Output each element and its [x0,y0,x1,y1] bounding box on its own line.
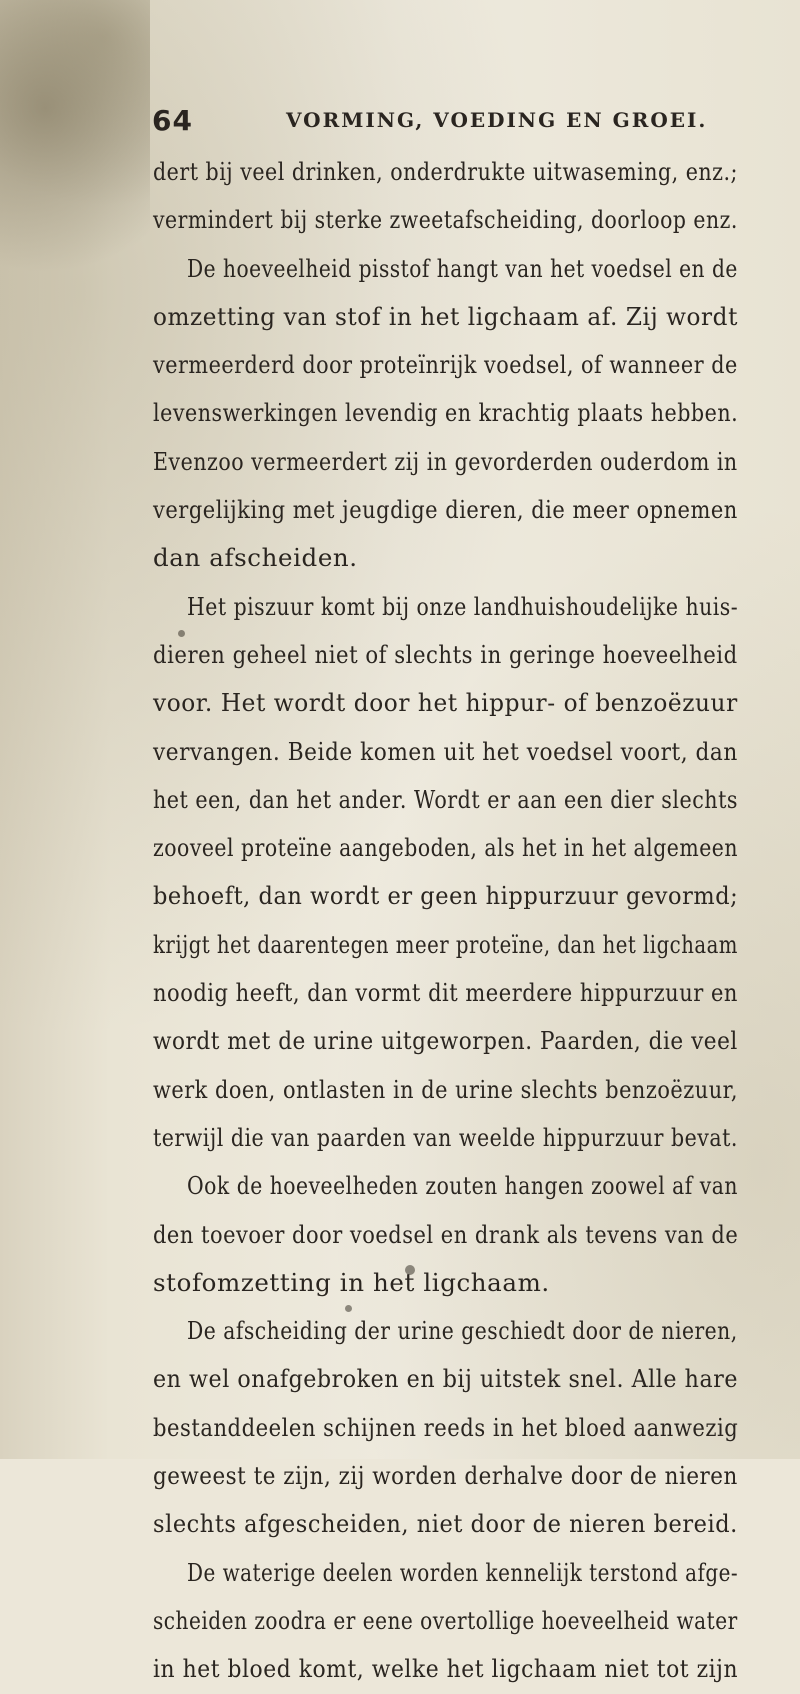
text-line: vermindert bij sterke zweetafscheiding, doorloop enz. [153,205,738,235]
text-line: vermeerderd door proteïnrijk voedsel, of wanneer de [153,350,738,380]
page-number: 64 [152,104,193,137]
text-line: terwijl die van paarden van weelde hippurzuur bevat. [153,1122,738,1152]
text-line: levenswerkingen levendig en krachtig plaats hebben. [153,398,739,428]
text-line: Het piszuur komt bij onze landhuishoudelijke huis- [187,591,739,621]
page-header [150,104,750,144]
text-line: den toevoer door voedsel en drank als tevens van de [153,1219,739,1249]
text-line: wordt met de urine uitgeworpen. Paarden, die veel [153,1026,738,1056]
text-line: De hoeveelheid pisstof hangt van het voedsel en de [187,253,738,283]
text-line: dan afscheiden. [153,543,358,573]
text-line: dieren geheel niet of slechts in geringe hoeveelheid [153,639,738,669]
text-line: slechts afgescheiden, niet door de nieren bereid. [153,1509,738,1539]
text-line: werk doen, ontlasten in de urine slechts benzoëzuur, [153,1074,738,1104]
text-line: scheiden zoodra er eene overtollige hoeveelheid water [153,1605,738,1635]
text-line: vervangen. Beide komen uit het voedsel voort, dan [153,736,738,766]
text-line: behoeft, dan wordt er geen hippurzuur gevormd; [153,881,739,911]
text-line: zooveel proteïne aangeboden, als het in het algemeen [153,833,739,863]
text-line: omzetting van stof in het ligchaam af. Zij wordt [153,301,738,331]
text-line: De waterige deelen worden kennelijk terstond afge- [187,1557,739,1587]
text-line: dert bij veel drinken, onderdrukte uitwaseming, enz.; [153,157,738,186]
text-line: en wel onafgebroken en bij uitstek snel. Alle hare [153,1364,738,1394]
page-stain [0,0,150,360]
text-line: vergelijking met jeugdige dieren, die meer opnemen [153,495,738,525]
text-line: stofomzetting in het ligchaam. [153,1267,550,1297]
text-line: in het bloed komt, welke het ligchaam niet tot zijn [153,1654,739,1684]
text-line: geweest te zijn, zij worden derhalve door de nieren [153,1461,738,1491]
text-line: De afscheiding der urine geschiedt door de nieren, [187,1316,738,1346]
text-line: noodig heeft, dan vormt dit meerdere hippurzuur en [153,978,738,1008]
text-line: het een, dan het ander. Wordt er aan een dier slechts [153,784,739,814]
text-line: voor. Het wordt door het hippur- of benzoëzuur [153,688,738,718]
text-line: krijgt het daarentegen meer proteïne, dan het ligchaam [153,929,738,959]
running-head: VORMING, VOEDING EN GROEI. [286,108,708,132]
text-line: Ook de hoeveelheden zouten hangen zoowel af van [187,1171,738,1201]
text-line: Evenzoo vermeerdert zij in gevorderden ouderdom in [153,446,738,476]
text-line: bestanddeelen schijnen reeds in het bloed aanwezig [153,1412,739,1442]
body-text [153,148,738,1694]
